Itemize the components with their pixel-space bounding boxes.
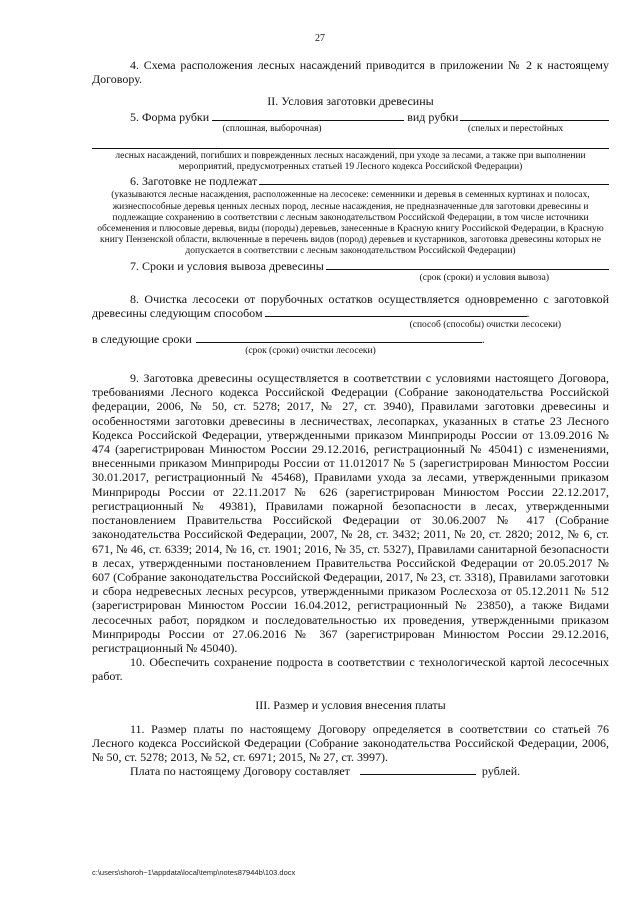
cutting-type-hint-cont: лесных насаждений, погибших и поврежденных лесных насаждений, при уходе за лесами, а также при выполнении мероприятий, предусмотренных статьей 19 Лесного кодекса Российской Федерации): [115, 150, 586, 173]
paragraph-5-line: [92, 109, 609, 124]
paragraph-11: 11. Размер платы по настоящему Договору определяется в соответствии со статьей 76 Лесного кодекса Российской Федерации (Собрание законодательства Российской Федерации, 2006, № 50, ст. 5278; 2013, № 52, ст. 6971; 2015, № 27, ст. 3997).: [92, 721, 609, 765]
paragraph-9: 9. Заготовка древесины осуществляется в соответствии с условиями настоящего Договора, требованиями Лесного кодекса Российской Федерации (Собрание законодательства Российской федерации, 2006, № 50, ст. 5278; 2017, № 27, ст. 3940), Правилами заготовки древесины и особенностями заготовки древесины в лесничествах, лесопарках, указанных в статье 23 Лесного Кодекса Российской Федерации, утвержденными приказом Минприроды России от 13.09.2016 № 474 (зарегистрирован Минюстом России 29.12.2016, регистрационный № 45041) с изменениями, внесенными приказом Минприроды России от 11.012017 № 5 (зарегистрирован Минюстом России 30.01.2017, регистрационный № 45468), Правилами ухода за лесами, утвержденными приказом Минприроды России от 22.11.2017 № 626 (зарегистрирован Минюстом России 22.12.2017, регистрационный № 49381), Правилами пожарной безопасности в лесах, утвержденными постановлением Правительства Российской Федерации от 30.06.2007 № 417 (Собрание законодательства Российской Федерации, 2007, № 28, ст. 3432; 2011, № 20, ст. 2820; 2012, № 6, ст. 671, № 46, ст. 6339; 2014, № 16, ст. 1901; 2016, № 35, ст. 5327), Правилами санитарной безопасности в лесах, утвержденными постановлением Правительства Российской Федерации от 20.05.2017 № 607 (Собрание законодательства Российской Федерации, 2017, № 23, ст. 3318), Правилами заготовки и сбора недревесных лесных ресурсов, утвержденными приказом Рослесхоза от 05.12.2011 № 512 (зарегистрирован Минюстом России 16.04.2012, регистрационный № 23850), а также Видами лесосечных работ, порядком и последовательностью их проведения, утвержденными приказом Минприроды России от 27.06.2016 № 367 (зарегистрирован Минюстом России 29.12.2016, регистрационный № 45040).: [92, 371, 609, 655]
clearing-terms-hint: (срок (сроки) очистки лесосеки): [245, 345, 376, 356]
cutting-form-blank: [212, 110, 404, 121]
clearing-method-hint: (способ (способы) очистки лесосеки): [409, 320, 561, 331]
clearing-text: 8. Очистка лесосеки от порубочных остатков осуществляется одновременно с заготовкой древесины следующим способом: [92, 292, 609, 321]
paragraph-10: 10. Обеспечить сохранение подроста в соответствии с технологической картой лесосечных работ.: [92, 655, 609, 684]
paragraph-5-blank-line: [92, 137, 609, 149]
removal-terms-blank: [326, 258, 609, 270]
clearing-terms-line: в следующие сроки .: [92, 331, 485, 346]
cutting-type-hint: (спелых и перестойных: [467, 123, 564, 134]
payment-unit: рублей.: [481, 764, 521, 779]
file-path-footer: c:\users\shoroh~1\appdata\local\temp\notes87944b\103.docx: [92, 868, 296, 877]
cutting-type-blank: [460, 109, 609, 121]
payment-label: Плата по настоящему Договору составляет: [130, 764, 350, 779]
document-body: [92, 58, 609, 779]
paragraph-8: 8. Очистка лесосеки от порубочных остатков осуществляется одновременно с заготовкой древесины следующим способом .: [92, 292, 609, 321]
not-harvested-blank: [259, 173, 609, 185]
clearing-terms-blank: [196, 332, 482, 343]
cutting-form-hint: (сплошная, выборочная): [222, 123, 322, 134]
clearing-method-blank: [265, 306, 527, 317]
payment-amount-blank: [360, 764, 476, 775]
page-number: 27: [315, 33, 325, 44]
paragraph-6-line: [92, 173, 609, 188]
cutting-form-label: 5. Форма рубки: [130, 109, 210, 124]
removal-terms-label: 7. Сроки и условия вывоза древесины: [130, 258, 324, 273]
not-harvested-hint: (указываются лесные насаждения, расположенные на лесосеке: семенники и деревья в семенных куртинах и полосах, жизнеспособные деревья ценных лесных пород, лесные насаждения, не предназначенные для заготовки древесины и подлежащие сохранению в соответствии с лесным законодательством Российской Федерации, в том числе источники обсеменения и плюсовые деревья, виды (породы) деревьев, занесенные в Красную книгу Российской Федерации, в Красную книгу Пензенской области, включенные в перечень видов (пород) деревьев и кустарников, заготовка древесины которых не допускается в соответствии с лесным законодательством Российской Федерации): [97, 190, 604, 257]
not-harvested-label: 6. Заготовке не подлежат: [130, 174, 258, 189]
section-2-title: II. Условия заготовки древесины: [267, 94, 434, 109]
cutting-type-label: вид рубки: [407, 109, 459, 124]
paragraph-7-line: [92, 258, 609, 273]
paragraph-5-hints: [92, 124, 609, 135]
clearing-terms-label: в следующие сроки: [92, 331, 192, 346]
section-3-title: III. Размер и условия внесения платы: [255, 697, 446, 712]
removal-terms-hint: (срок (сроки) и условия вывоза): [419, 272, 549, 283]
paragraph-4: 4. Схема расположения лесных насаждений приводится в приложении № 2 к настоящему Договору.: [92, 58, 609, 87]
payment-line: [92, 764, 609, 778]
